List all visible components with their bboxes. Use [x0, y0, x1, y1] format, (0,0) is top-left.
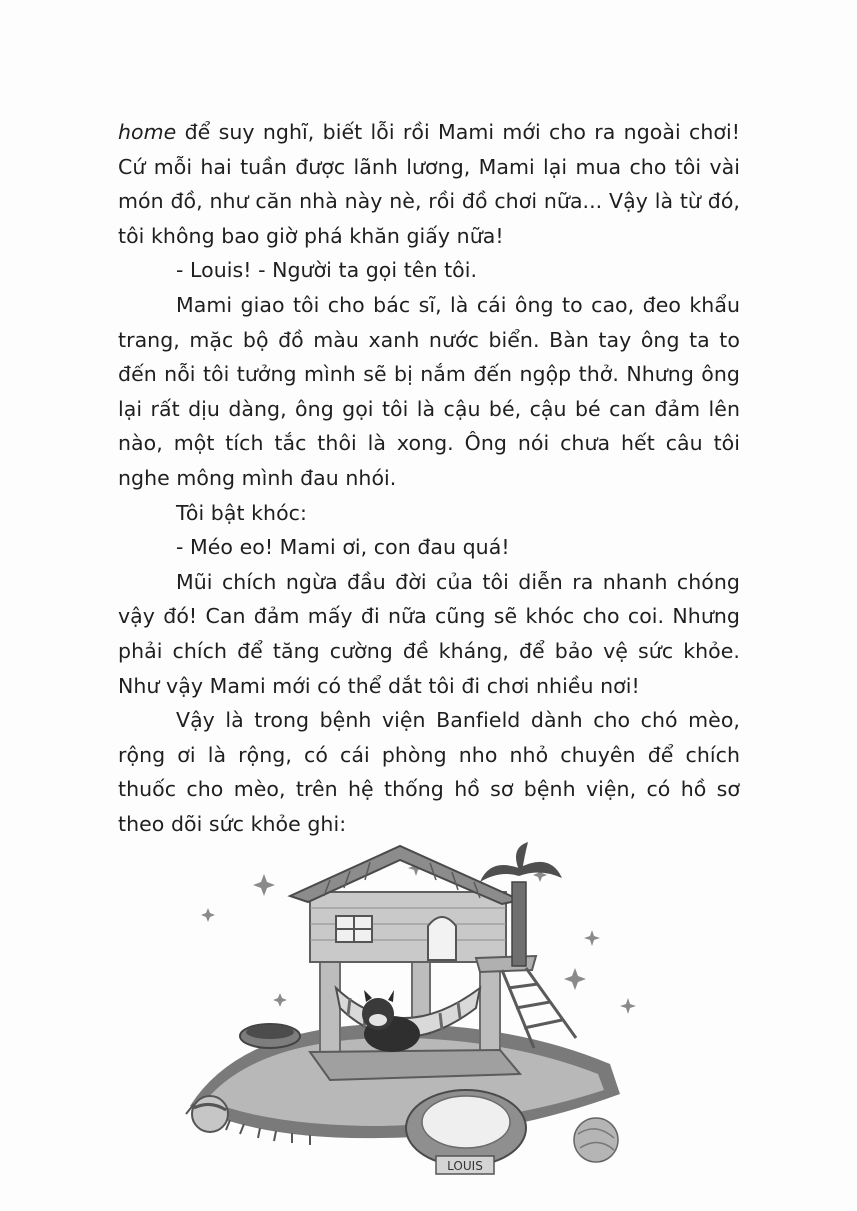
dialogue-line: - Louis! - Người ta gọi tên tôi. — [176, 258, 478, 283]
cat-house-illustration — [180, 838, 660, 1210]
paragraph: Mũi chích ngừa đầu đời của tôi diễn ra nhanh chóng vậy đó! Can đảm mấy đi nữa cũng sẽ khóc cho coi. Nhưng phải chích để tăng cường đề kháng, để bảo vệ sức khỏe. Như vậy Mami mới có thể dắt tôi đi chơi nhiều nơi! — [118, 569, 740, 698]
italic-word: home — [118, 120, 177, 144]
bed-label: LOUIS — [447, 1159, 483, 1173]
cat-muzzle — [369, 1014, 387, 1026]
paragraph: Mami giao tôi cho bác sĩ, là cái ông to cao, đeo khẩu trang, mặc bộ đồ màu xanh nước biển. Bàn tay ông ta to đến nỗi tôi tưởng mình sẽ bị nắm đến ngộp thở. Nhưng ông lại rất dịu dàng, ông gọi tôi là cậu bé, cậu bé can đảm lên nào, một tích tắc thôi là xong. Ông nói chưa hết câu tôi nghe mông mình đau nhói. — [118, 292, 740, 490]
paragraph — [118, 115, 740, 253]
paragraph: Tôi bật khóc: — [176, 500, 307, 525]
toy-ball — [192, 1096, 228, 1132]
palm-leaves — [480, 842, 562, 882]
cat-bed-cushion — [422, 1096, 510, 1148]
house-door — [428, 917, 456, 960]
base-platform — [310, 1050, 520, 1080]
body-text — [118, 115, 740, 841]
paragraph: Vậy là trong bệnh viện Banfield dành cho chó mèo, rộng ơi là rộng, có cái phòng nho nhỏ chuyên để chích thuốc cho mèo, trên hệ thống hồ sơ bệnh viện, có hồ sơ theo dõi sức khỏe ghi: — [118, 708, 740, 836]
paragraph-text: để suy nghĩ, biết lỗi rồi Mami mới cho ra ngoài chơi! Cứ mỗi hai tuần được lãnh lương, Mami lại mua cho tôi vài món đồ, như căn nhà này nè, rồi đồ chơi nữa... Vậy là từ đó, tôi không bao giờ phá khăn giấy nữa! — [118, 120, 740, 248]
dialogue-line: - Méo eo! Mami ơi, con đau quá! — [176, 535, 510, 560]
yarn-ball — [574, 1118, 618, 1162]
scratching-post — [512, 882, 526, 966]
